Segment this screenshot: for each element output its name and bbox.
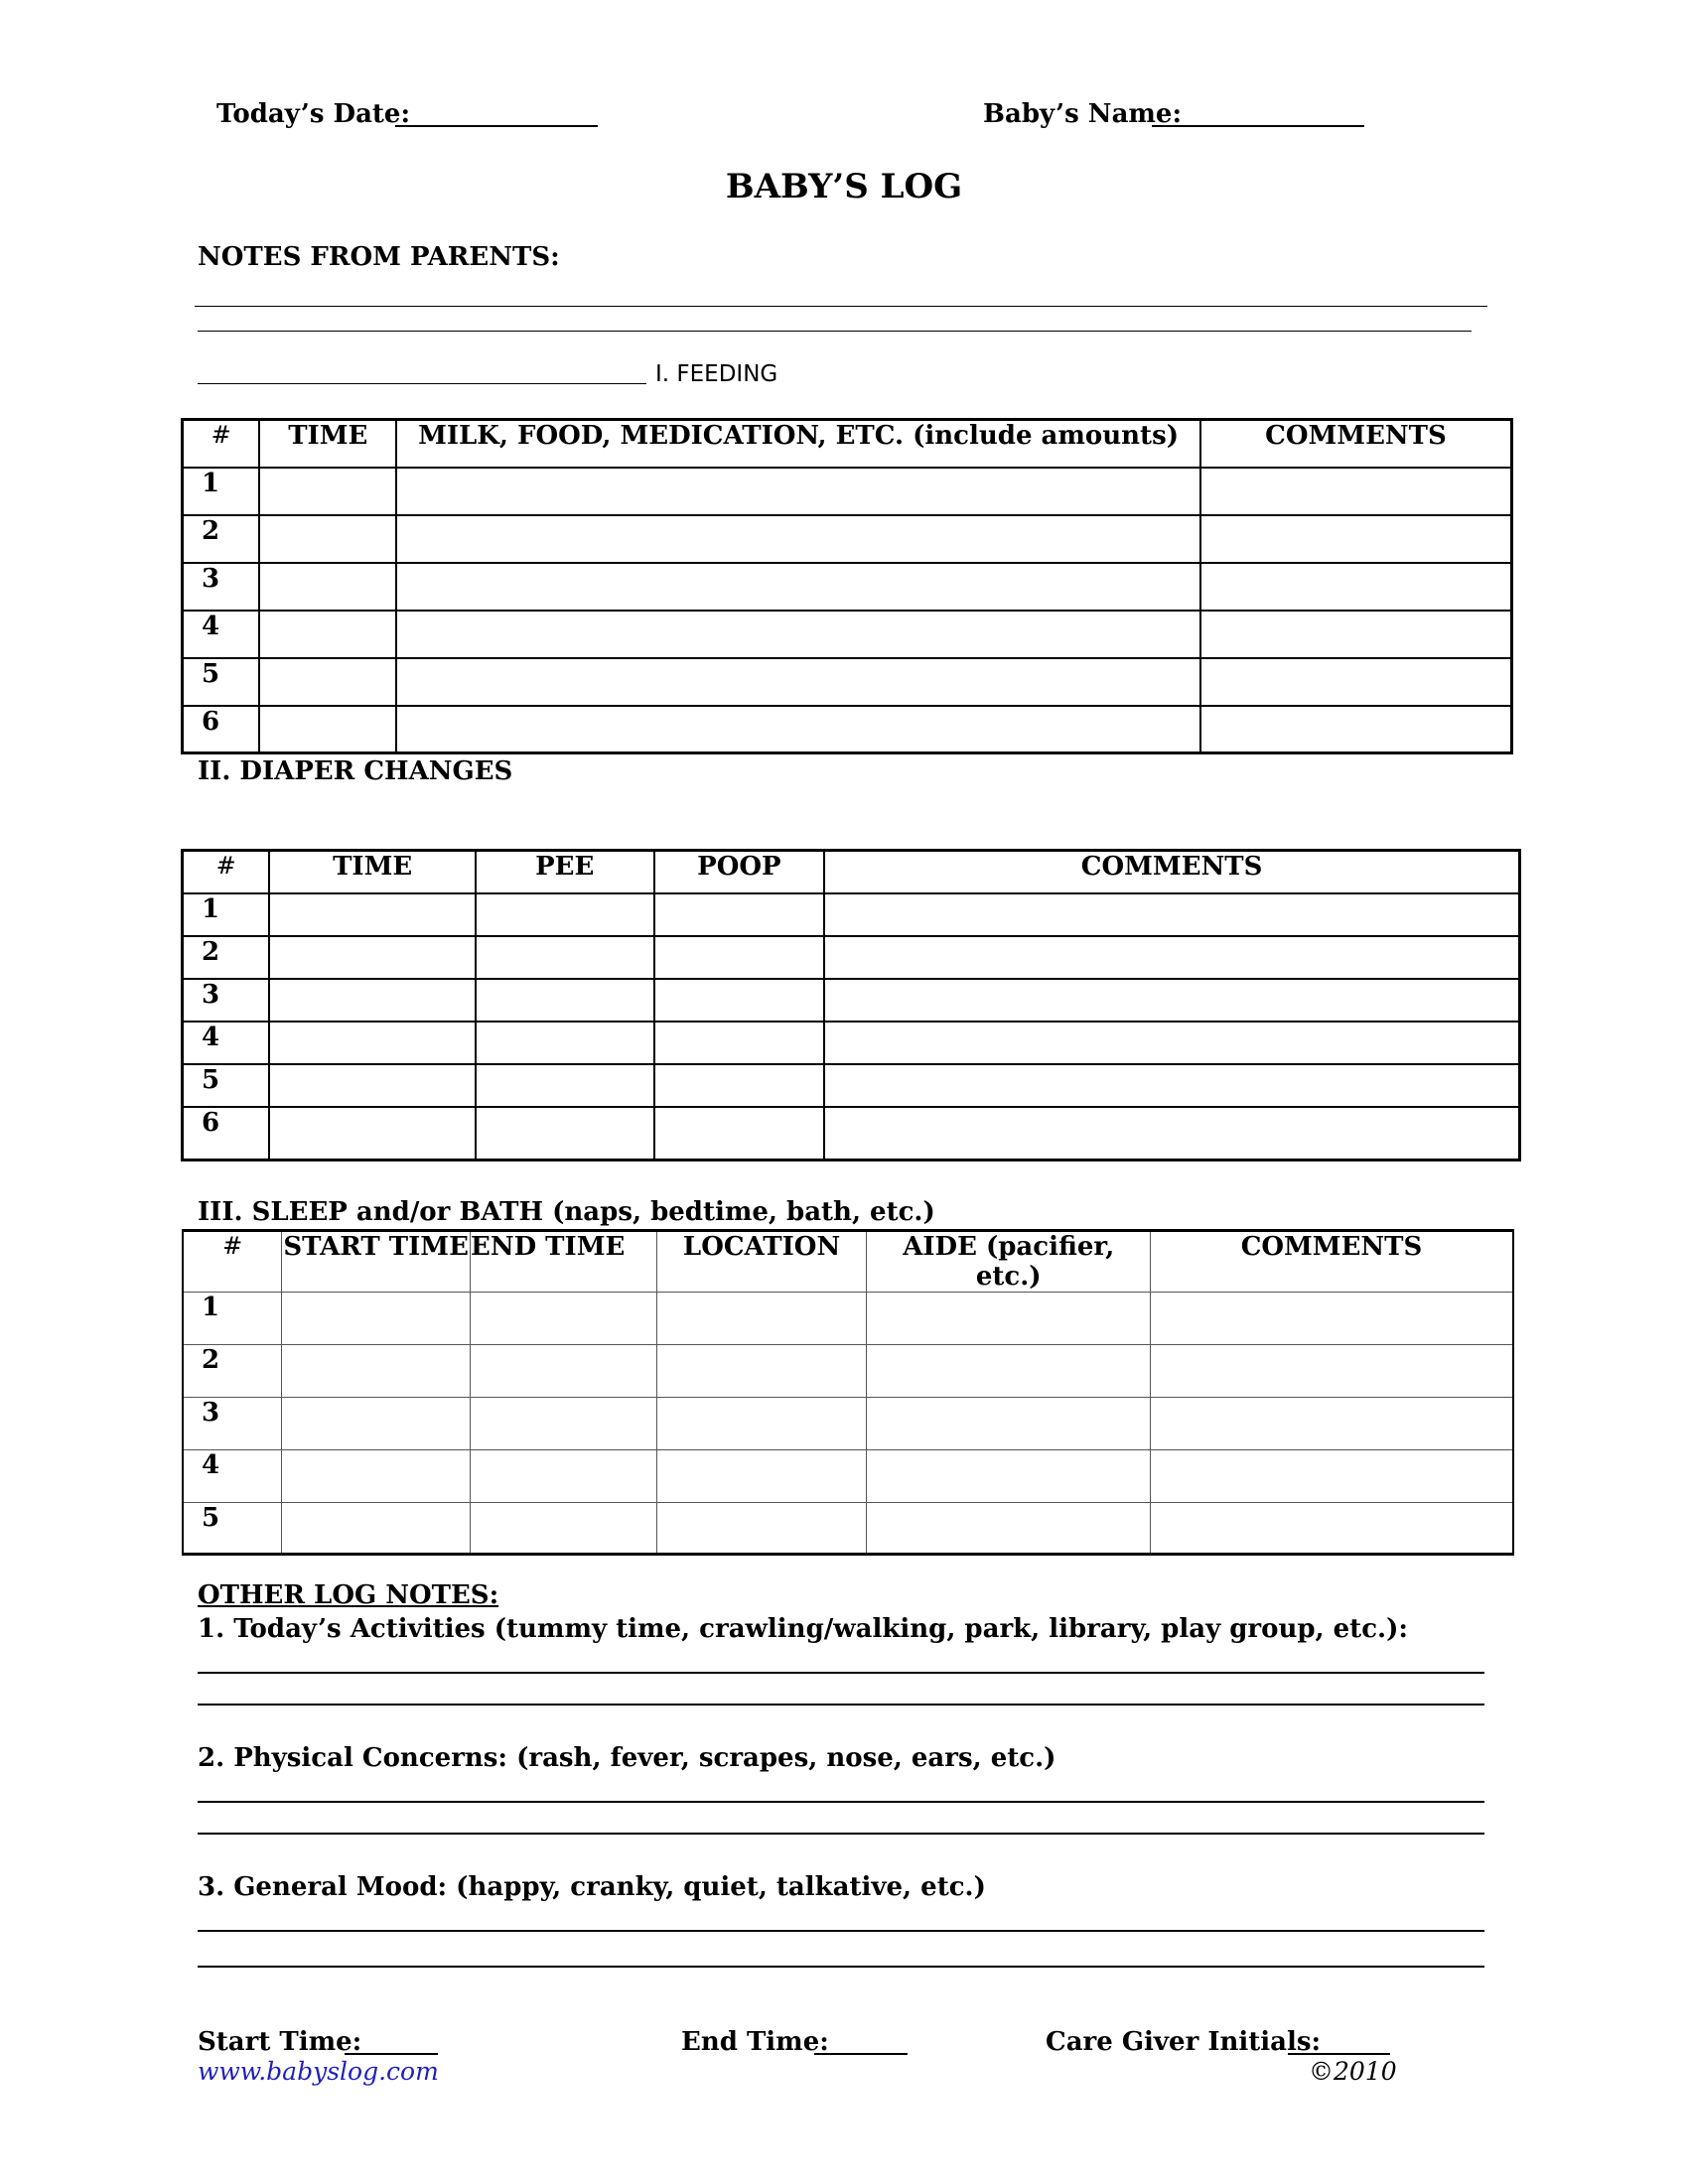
page-title: BABY’S LOG (725, 167, 963, 206)
diaper-time-cell[interactable] (269, 936, 476, 979)
sleep-col-end-time: END TIME (471, 1231, 657, 1293)
sleep-table (182, 1229, 1514, 1556)
sleep-title: III. SLEEP and/or BATH (naps, bedtime, bath, etc.) (198, 1197, 935, 1227)
website-link[interactable]: www.babyslog.com (198, 2057, 439, 2086)
feeding-comments-cell[interactable] (1200, 706, 1512, 753)
table-row (183, 515, 1512, 563)
copyright: ©2010 (1309, 2057, 1397, 2086)
feeding-col-num: # (183, 420, 260, 468)
feeding-col-time: TIME (259, 420, 396, 468)
row-number: 5 (183, 658, 260, 706)
todays-date-field[interactable] (395, 125, 598, 127)
table-row (183, 979, 1520, 1022)
diaper-comments-cell[interactable] (824, 1022, 1519, 1064)
diaper-pee-cell[interactable] (476, 1022, 654, 1064)
diaper-col-pee: PEE (476, 851, 654, 893)
feeding-time-cell[interactable] (259, 468, 396, 515)
notes-line-1[interactable] (195, 306, 1487, 307)
diaper-time-cell[interactable] (269, 1064, 476, 1107)
babys-name-label: Baby’s Name: (983, 99, 1183, 129)
feeding-time-cell[interactable] (259, 658, 396, 706)
sleep-aide-cell[interactable] (867, 1345, 1151, 1398)
table-row (183, 936, 1520, 979)
row-number: 6 (183, 706, 260, 753)
row-number: 3 (183, 1398, 282, 1450)
feeding-comments-cell[interactable] (1200, 611, 1512, 658)
sleep-aide-cell[interactable] (867, 1398, 1151, 1450)
physical-line-2[interactable] (198, 1833, 1484, 1835)
table-row (183, 563, 1512, 611)
notes-from-parents-label: NOTES FROM PARENTS: (198, 242, 560, 272)
diaper-comments-cell[interactable] (824, 893, 1519, 936)
diaper-col-time: TIME (269, 851, 476, 893)
row-number: 5 (183, 1064, 270, 1107)
feeding-comments-cell[interactable] (1200, 658, 1512, 706)
row-number: 5 (183, 1503, 282, 1555)
feeding-table (181, 418, 1513, 754)
sleep-comments-cell[interactable] (1151, 1450, 1514, 1503)
sleep-col-location: LOCATION (656, 1231, 867, 1293)
sleep-comments-cell[interactable] (1151, 1293, 1514, 1345)
feeding-line[interactable] (198, 383, 646, 384)
sleep-col-comments: COMMENTS (1151, 1231, 1514, 1293)
mood-line-2[interactable] (198, 1966, 1484, 1968)
care-giver-initials-label: Care Giver Initials: (1046, 2027, 1322, 2057)
sleep-start-cell[interactable] (282, 1398, 471, 1450)
diaper-comments-cell[interactable] (824, 979, 1519, 1022)
diaper-comments-cell[interactable] (824, 1064, 1519, 1107)
row-number: 4 (183, 1450, 282, 1503)
feeding-food-cell[interactable] (396, 611, 1200, 658)
sleep-aide-cell[interactable] (867, 1450, 1151, 1503)
diaper-time-cell[interactable] (269, 893, 476, 936)
end-time-field[interactable] (814, 2053, 908, 2055)
diaper-poop-cell[interactable] (654, 1064, 825, 1107)
row-number: 1 (183, 893, 270, 936)
sleep-end-cell[interactable] (471, 1398, 657, 1450)
diaper-poop-cell[interactable] (654, 893, 825, 936)
feeding-time-cell[interactable] (259, 515, 396, 563)
feeding-comments-cell[interactable] (1200, 468, 1512, 515)
table-row (183, 706, 1512, 753)
feeding-food-cell[interactable] (396, 563, 1200, 611)
feeding-food-cell[interactable] (396, 658, 1200, 706)
row-number: 2 (183, 1345, 282, 1398)
sleep-end-cell[interactable] (471, 1450, 657, 1503)
sleep-start-cell[interactable] (282, 1450, 471, 1503)
feeding-header-row (183, 420, 1512, 468)
table-row (183, 893, 1520, 936)
row-number: 6 (183, 1107, 270, 1160)
feeding-food-cell[interactable] (396, 468, 1200, 515)
diaper-pee-cell[interactable] (476, 893, 654, 936)
sleep-start-cell[interactable] (282, 1293, 471, 1345)
sleep-end-cell[interactable] (471, 1345, 657, 1398)
row-number: 3 (183, 979, 270, 1022)
notes-line-2[interactable] (198, 331, 1472, 332)
diaper-poop-cell[interactable] (654, 936, 825, 979)
diaper-time-cell[interactable] (269, 979, 476, 1022)
diaper-time-cell[interactable] (269, 1022, 476, 1064)
feeding-title: I. FEEDING (655, 361, 778, 387)
physical-line-1[interactable] (198, 1801, 1484, 1803)
other-log-notes-title: OTHER LOG NOTES: (198, 1580, 499, 1610)
diaper-col-comments: COMMENTS (824, 851, 1519, 893)
diaper-comments-cell[interactable] (824, 1107, 1519, 1160)
general-mood-label: 3. General Mood: (happy, cranky, quiet, talkative, etc.) (198, 1872, 986, 1902)
diaper-pee-cell[interactable] (476, 979, 654, 1022)
diaper-time-cell[interactable] (269, 1107, 476, 1160)
sleep-location-cell[interactable] (656, 1450, 867, 1503)
diaper-poop-cell[interactable] (654, 979, 825, 1022)
table-row (183, 1293, 1513, 1345)
activities-label: 1. Today’s Activities (tummy time, crawling/walking, park, library, play group, etc.): (198, 1614, 1408, 1644)
table-row (183, 1022, 1520, 1064)
table-row (183, 1398, 1513, 1450)
feeding-time-cell[interactable] (259, 611, 396, 658)
diaper-poop-cell[interactable] (654, 1107, 825, 1160)
sleep-col-num: # (183, 1231, 282, 1293)
row-number: 3 (183, 563, 260, 611)
table-row (183, 1064, 1520, 1107)
feeding-comments-cell[interactable] (1200, 515, 1512, 563)
mood-line-1[interactable] (198, 1930, 1484, 1932)
row-number: 4 (183, 611, 260, 658)
sleep-comments-cell[interactable] (1151, 1398, 1514, 1450)
end-time-label: End Time: (681, 2027, 829, 2057)
diaper-comments-cell[interactable] (824, 936, 1519, 979)
diaper-title: II. DIAPER CHANGES (198, 756, 513, 786)
sleep-location-cell[interactable] (656, 1345, 867, 1398)
row-number: 2 (183, 515, 260, 563)
diaper-pee-cell[interactable] (476, 1064, 654, 1107)
sleep-start-cell[interactable] (282, 1503, 471, 1555)
diaper-pee-cell[interactable] (476, 1107, 654, 1160)
feeding-col-comments: COMMENTS (1200, 420, 1512, 468)
table-row (183, 611, 1512, 658)
sleep-start-cell[interactable] (282, 1345, 471, 1398)
sleep-col-aide: AIDE (pacifier, etc.) (867, 1231, 1151, 1293)
row-number: 1 (183, 1293, 282, 1345)
row-number: 2 (183, 936, 270, 979)
activities-line-2[interactable] (198, 1704, 1484, 1706)
babys-name-field[interactable] (1152, 125, 1364, 127)
table-row (183, 468, 1512, 515)
sleep-location-cell[interactable] (656, 1398, 867, 1450)
activities-line-1[interactable] (198, 1672, 1484, 1674)
physical-concerns-label: 2. Physical Concerns: (rash, fever, scrapes, nose, ears, etc.) (198, 1743, 1056, 1773)
diaper-pee-cell[interactable] (476, 936, 654, 979)
feeding-food-cell[interactable] (396, 515, 1200, 563)
sleep-col-start-time: START TIME (282, 1231, 471, 1293)
feeding-time-cell[interactable] (259, 563, 396, 611)
sleep-aide-cell[interactable] (867, 1293, 1151, 1345)
diaper-poop-cell[interactable] (654, 1022, 825, 1064)
diaper-header-row (183, 851, 1520, 893)
diaper-col-poop: POOP (654, 851, 825, 893)
feeding-food-cell[interactable] (396, 706, 1200, 753)
start-time-field[interactable] (345, 2053, 438, 2055)
sleep-location-cell[interactable] (656, 1503, 867, 1555)
diaper-table (181, 849, 1521, 1161)
table-row (183, 1345, 1513, 1398)
sleep-aide-cell[interactable] (867, 1503, 1151, 1555)
sleep-end-cell[interactable] (471, 1503, 657, 1555)
feeding-time-cell[interactable] (259, 706, 396, 753)
table-row (183, 1107, 1520, 1160)
start-time-label: Start Time: (198, 2027, 362, 2057)
feeding-col-food: MILK, FOOD, MEDICATION, ETC. (include amounts) (396, 420, 1200, 468)
sleep-header-row (183, 1231, 1513, 1293)
diaper-col-num: # (183, 851, 270, 893)
sleep-comments-cell[interactable] (1151, 1345, 1514, 1398)
sleep-comments-cell[interactable] (1151, 1503, 1514, 1555)
todays-date-label: Today’s Date: (216, 99, 411, 129)
table-row (183, 658, 1512, 706)
table-row (183, 1503, 1513, 1555)
feeding-comments-cell[interactable] (1200, 563, 1512, 611)
row-number: 1 (183, 468, 260, 515)
care-giver-initials-field[interactable] (1288, 2053, 1390, 2055)
sleep-end-cell[interactable] (471, 1293, 657, 1345)
table-row (183, 1450, 1513, 1503)
sleep-location-cell[interactable] (656, 1293, 867, 1345)
row-number: 4 (183, 1022, 270, 1064)
